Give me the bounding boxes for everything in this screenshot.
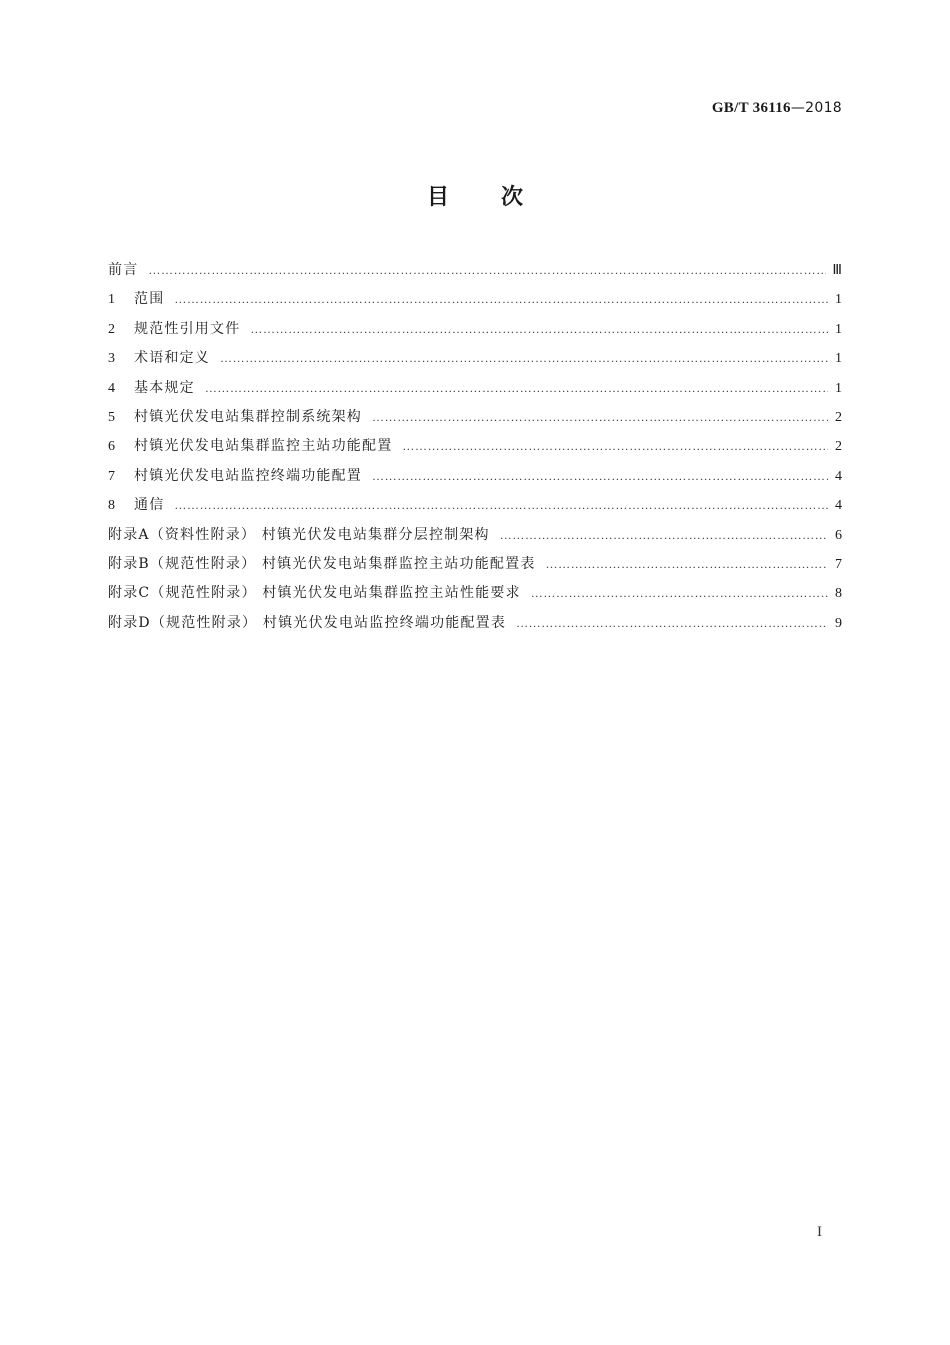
toc-entry-page: 6 — [835, 527, 842, 543]
toc-leader-dots — [250, 315, 828, 344]
toc-entry-label: 前言 — [108, 262, 139, 278]
toc-entry-page: 4 — [835, 498, 842, 514]
toc-entry-appendix-a[interactable] — [108, 521, 842, 550]
toc-entry-label: 附录D（规范性附录） 村镇光伏发电站监控终端功能配置表 — [108, 614, 507, 631]
toc-entry-label: 村镇光伏发电站监控终端功能配置 — [134, 467, 362, 484]
toc-entry-2[interactable] — [108, 315, 842, 344]
toc-entry-label: 基本规定 — [134, 379, 195, 396]
toc-entry-page: 2 — [835, 409, 842, 425]
toc-leader-dots — [220, 344, 828, 373]
toc-entry-4[interactable] — [108, 374, 842, 403]
toc-entry-8[interactable] — [108, 491, 842, 520]
toc-entry-number: 6 — [108, 439, 115, 455]
toc-entry-number: 1 — [108, 292, 115, 308]
toc-entry-page: 7 — [835, 556, 842, 572]
toc-leader-dots — [205, 374, 828, 403]
toc-entry-number: 2 — [108, 321, 115, 337]
toc-entry-label: 村镇光伏发电站集群控制系统架构 — [134, 408, 362, 425]
toc-entry-number: 8 — [108, 498, 115, 514]
table-of-contents — [108, 256, 842, 638]
standard-number: GB/T 36116 — [711, 100, 791, 116]
toc-entry-5[interactable] — [108, 403, 842, 432]
toc-entry-page: 1 — [835, 380, 842, 396]
toc-leader-dots — [148, 256, 826, 285]
standard-year: 2018 — [805, 100, 842, 116]
toc-entry-number: 4 — [108, 380, 115, 396]
toc-entry-page: 1 — [835, 351, 842, 367]
page-number: I — [817, 1224, 822, 1240]
toc-entry-1[interactable] — [108, 285, 842, 314]
toc-entry-page: 8 — [835, 586, 842, 602]
standard-separator: — — [790, 100, 806, 116]
toc-entry-label: 通信 — [134, 497, 165, 514]
toc-leader-dots — [372, 403, 828, 432]
toc-entry-page: 1 — [835, 321, 842, 337]
toc-entry-label: 附录A（资料性附录） 村镇光伏发电站集群分层控制架构 — [108, 526, 490, 543]
toc-entry-label: 术语和定义 — [134, 350, 210, 367]
toc-entry-appendix-d[interactable] — [108, 609, 842, 638]
toc-entry-label: 村镇光伏发电站集群监控主站功能配置 — [134, 438, 393, 455]
toc-entry-page: 9 — [835, 615, 842, 631]
standard-code — [712, 100, 842, 117]
toc-entry-label: 附录C（规范性附录） 村镇光伏发电站集群监控主站性能要求 — [108, 585, 521, 602]
toc-entry-page: Ⅲ — [832, 263, 842, 278]
toc-entry-page: 4 — [835, 468, 842, 484]
toc-leader-dots — [174, 285, 828, 314]
toc-title: 目次 — [426, 185, 575, 210]
toc-entry-number: 5 — [108, 409, 115, 425]
toc-leader-dots — [531, 579, 828, 608]
toc-entry-number: 7 — [108, 468, 115, 484]
toc-entry-appendix-c[interactable] — [108, 579, 842, 608]
toc-leader-dots — [500, 521, 828, 550]
toc-entry-6[interactable] — [108, 432, 842, 461]
toc-entry-label: 范围 — [134, 291, 165, 308]
toc-leader-dots — [174, 491, 828, 520]
toc-entry-appendix-b[interactable] — [108, 550, 842, 579]
toc-leader-dots — [402, 432, 828, 461]
toc-entry-3[interactable] — [108, 344, 842, 373]
toc-leader-dots — [372, 462, 828, 491]
toc-entry-label: 规范性引用文件 — [134, 320, 241, 337]
toc-entry-page: 1 — [835, 292, 842, 308]
toc-entry-foreword[interactable] — [108, 256, 842, 285]
toc-leader-dots — [546, 550, 828, 579]
toc-entry-number: 3 — [108, 351, 115, 367]
toc-entry-page: 2 — [835, 439, 842, 455]
toc-entry-label: 附录B（规范性附录） 村镇光伏发电站集群监控主站功能配置表 — [108, 555, 536, 572]
toc-entry-7[interactable] — [108, 462, 842, 491]
toc-leader-dots — [516, 609, 828, 638]
